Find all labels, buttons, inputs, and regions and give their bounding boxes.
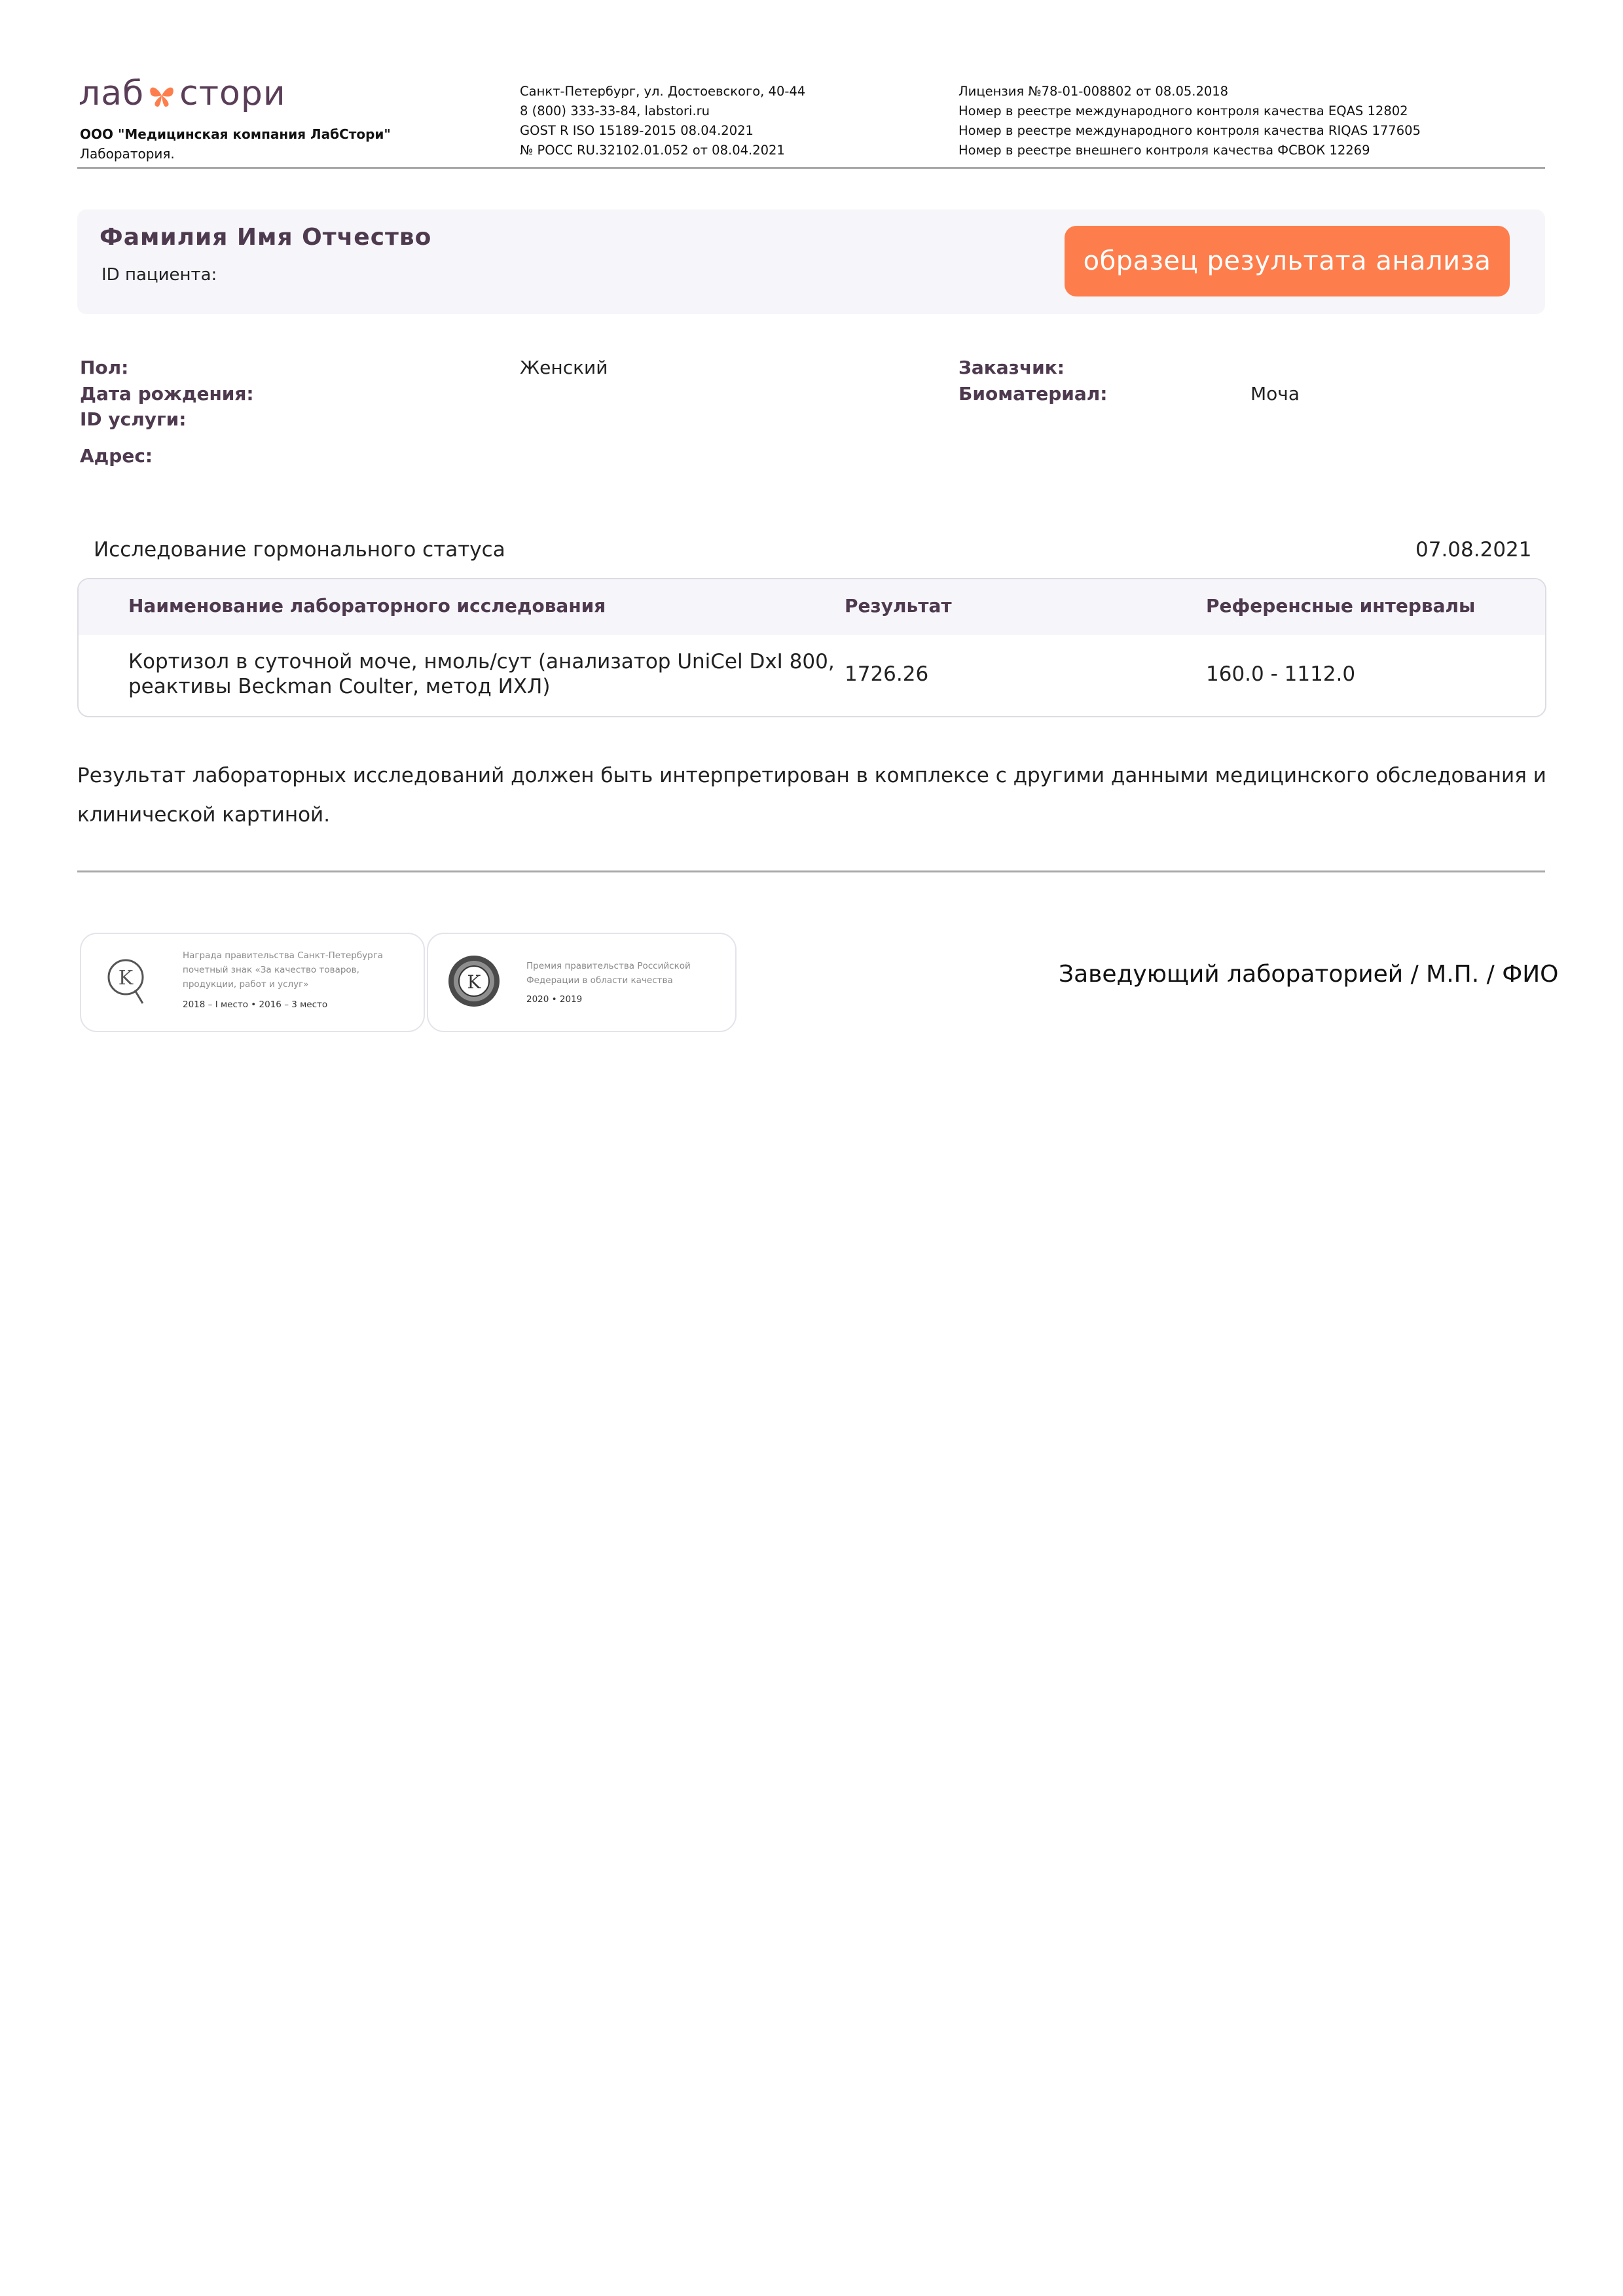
- birth-date-label: Дата рождения:: [80, 383, 254, 404]
- company-subtitle: Лаборатория.: [80, 146, 175, 162]
- sex-value: Женский: [520, 357, 608, 378]
- column-header-result: Результат: [845, 595, 952, 617]
- test-name-line2: реактивы Beckman Coulter, метод ИХЛ): [128, 675, 551, 698]
- footer-divider: [77, 870, 1545, 872]
- biomaterial-label: Биоматериал:: [958, 383, 1108, 404]
- award-rf-line2: Федерации в области качества: [526, 975, 673, 986]
- award-card-spb: [80, 933, 425, 1032]
- award-card-rf: [427, 933, 737, 1032]
- biomaterial-value: Моча: [1250, 383, 1300, 404]
- signature-line: Заведующий лабораторией / М.П. / ФИО: [1059, 961, 1559, 988]
- header-licenses: [958, 82, 1421, 160]
- quality-seal-icon: [447, 954, 501, 1009]
- award-spb-line1: Награда правительства Санкт-Петербурга: [183, 950, 384, 961]
- header-divider: [77, 167, 1545, 169]
- customer-label: Заказчик:: [958, 357, 1065, 378]
- study-date: 07.08.2021: [1415, 538, 1532, 562]
- table-header: [79, 579, 1545, 635]
- logo-text-right: стори: [179, 74, 286, 113]
- contact-phone: 8 (800) 333-33-84, labstori.ru: [520, 103, 710, 118]
- sample-badge: образец результата анализа: [1065, 226, 1510, 296]
- logo-text-left: лаб: [79, 74, 145, 113]
- test-name-line1: Кортизол в суточной моче, нмоль/сут (анализатор UniCel DxI 800,: [128, 650, 835, 673]
- header-contacts: [520, 82, 805, 160]
- results-table: [77, 578, 1546, 717]
- company-name: ООО "Медицинская компания ЛабСтори": [80, 126, 391, 142]
- interpretation-note: Результат лабораторных исследований должен быть интерпретирован в комплексе с другими данными медицинского обследования и клинической картиной.: [77, 764, 1546, 827]
- brand-logo: [79, 71, 286, 117]
- address-label: Адрес:: [80, 445, 153, 467]
- contact-gost: GOST R ISO 15189-2015 08.04.2021: [520, 123, 754, 138]
- test-name: [128, 649, 835, 699]
- service-id-label: ID услуги:: [80, 408, 187, 430]
- award-spb-line3: продукции, работ и услуг»: [183, 979, 309, 990]
- patient-id-label: ID пациента:: [101, 265, 217, 285]
- svg-text:K: K: [467, 971, 481, 993]
- license-number: Лицензия №78-01-008802 от 08.05.2018: [958, 84, 1229, 99]
- award-rf-line1: Премия правительства Российской: [526, 961, 691, 971]
- registry-riqas: Номер в реестре международного контроля качества RIQAS 177605: [958, 123, 1421, 138]
- contact-ross: № РОСС RU.32102.01.052 от 08.04.2021: [520, 143, 785, 158]
- patient-name: Фамилия Имя Отчество: [100, 224, 432, 251]
- column-header-name: Наименование лабораторного исследования: [128, 595, 606, 617]
- registry-eqas: Номер в реестре международного контроля качества EQAS 12802: [958, 103, 1408, 118]
- award-spb-line2: почетный знак «За качество товаров,: [183, 965, 359, 975]
- test-reference: 160.0 - 1112.0: [1206, 662, 1356, 686]
- butterfly-icon: [147, 81, 177, 111]
- svg-text:K: K: [118, 967, 134, 990]
- column-header-reference: Референсные интервалы: [1206, 595, 1476, 617]
- test-result: 1726.26: [845, 662, 929, 686]
- sex-label: Пол:: [80, 357, 129, 378]
- study-title: Исследование гормонального статуса: [94, 538, 505, 562]
- award-rf-years: 2020 • 2019: [526, 994, 583, 1005]
- contact-address: Санкт-Петербург, ул. Достоевского, 40-44: [520, 84, 806, 99]
- award-spb-years: 2018 – I место • 2016 – 3 место: [183, 999, 328, 1010]
- registry-fsvok: Номер в реестре внешнего контроля качества ФСВОК 12269: [958, 143, 1370, 158]
- quality-k-icon: [106, 955, 147, 1007]
